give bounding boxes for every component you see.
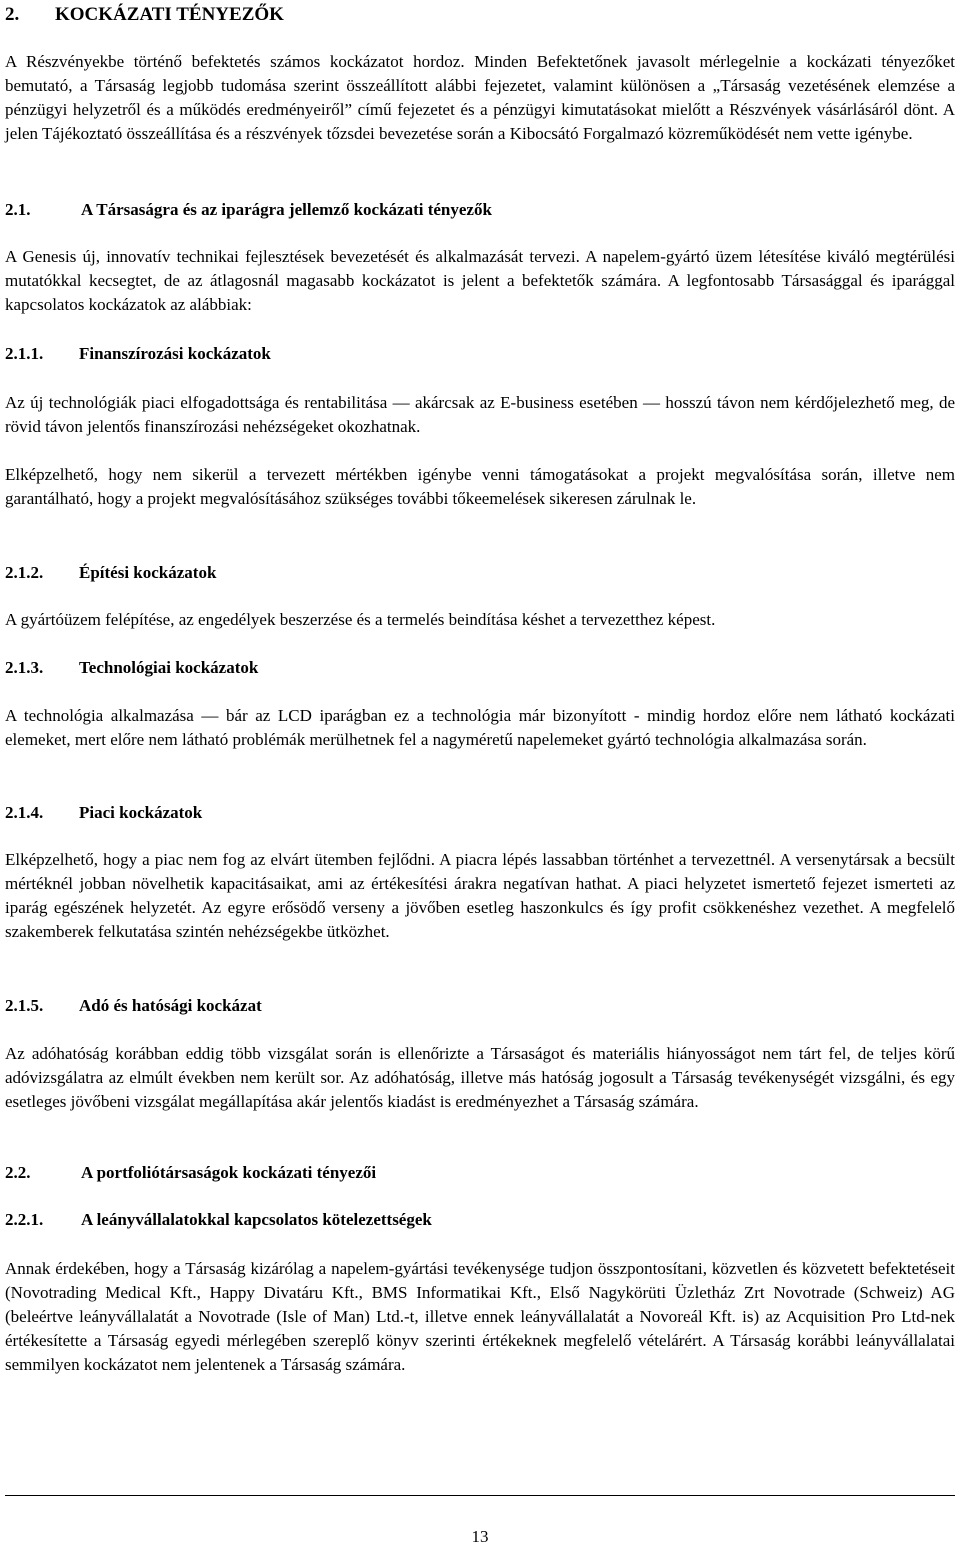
heading-title: Finanszírozási kockázatok: [79, 344, 271, 363]
heading-title: Adó és hatósági kockázat: [79, 996, 262, 1015]
paragraph-2-2-1: Annak érdekében, hogy a Társaság kizárólag a napelem-gyártási tevékenysége tudjon összpontosítani, közvetlen és közvetett befektetéseit (Novotrading Medical Kft., Happy Divatáru Kft., BMS Informatikai Kft., Első Nagykörüti Üzletház Zrt Novotrade (Schweiz) AG (beleértve leányvállalatát a Novotrade (Isle of Man) Ltd.-t, illetve ennek leányvállalatát a Novoreál Kft. is) az Acquisition Pro Ltd-nek értékesítette a Társaság egyedi mérlegében szereplő könyv szerinti értékeknek megfelelő vételárért. A Társaság korábbi leányvállalatai semmilyen kockázatot nem jelentenek a Társaság számára.: [5, 1259, 955, 1374]
heading-2-1-3: [5, 656, 258, 680]
heading-title: A portfoliótársaságok kockázati tényezői: [81, 1163, 377, 1182]
paragraph-2-1: A Genesis új, innovatív technikai fejlesztések bevezetését és alkalmazását tervezi. A napelem-gyártó üzem létesítése kiváló megtérülési mutatókkal kecsegtet, de az átlagosnál magasabb kockázatot is jelent a befektetők számára. A legfontosabb Társasággal és iparággal kapcsolatos kockázatok az alábbiak:: [5, 247, 955, 314]
page-number: 13: [471, 1527, 489, 1546]
document-page: [5, 0, 955, 1545]
heading-2-1-4: [5, 801, 202, 825]
heading-number: 2.1.1.: [5, 344, 44, 363]
heading-2-1-1: [5, 342, 271, 366]
paragraph-2-1-2: A gyártóüzem felépítése, az engedélyek beszerzése és a termelés beindítása késhet a tervezetthez képest.: [5, 610, 716, 629]
heading-number: 2.2.: [5, 1163, 31, 1182]
heading-title: KOCKÁZATI TÉNYEZŐK: [55, 4, 284, 25]
heading-number: 2.1.5.: [5, 996, 44, 1015]
heading-2-1-2: [5, 561, 216, 585]
paragraph-2-1-1-b: Elképzelhető, hogy nem sikerül a tervezett mértékben igénybe venni támogatásokat a projekt megvalósítása során, illetve nem garantálható, hogy a projekt megvalósításához szükséges további tőkeemelések sikeresen zárulnak le.: [5, 465, 955, 508]
heading-title: A leányvállalatokkal kapcsolatos kötelezettségek: [81, 1210, 432, 1229]
heading-2-1: [5, 198, 492, 222]
heading-2-2: [5, 1161, 376, 1185]
heading-title: Technológiai kockázatok: [79, 658, 259, 677]
heading-title: A Társaságra és az iparágra jellemző kockázati tényezők: [81, 200, 492, 219]
paragraph-intro: A Részvényekbe történő befektetés számos kockázatot hordoz. Minden Befektetőnek javasolt mérlegelnie a kockázati tényezőket bemutató, a Társaság legjobb tudomása szerint összeállított alábbi fejezetet, valamint különösen a „Társaság vezetésének elemzése a pénzügyi helyzetről és a működés eredményeiről” című fejezetet és a pénzügyi kimutatásokat mielőtt a Részvények vásárlásáról dönt. A jelen Tájékoztató összeállítása és a részvények tőzsdei bevezetése során a Kibocsátó Forgalmazó közreműködését nem vette igénybe.: [5, 52, 955, 143]
paragraph-2-1-1-a: Az új technológiák piaci elfogadottsága és rentabilitása — akárcsak az E-business esetében — hosszú távon nem kérdőjelezhető meg, de rövid távon jelentős finanszírozási nehézségeket okozhatnak.: [5, 393, 955, 436]
heading-2-1-5: [5, 994, 262, 1018]
heading-2-2-1: [5, 1208, 432, 1232]
heading-number: 2.1.3.: [5, 658, 44, 677]
heading-number: 2.: [5, 4, 20, 25]
heading-number: 2.2.1.: [5, 1210, 44, 1229]
paragraph-2-1-3: A technológia alkalmazása — bár az LCD iparágban ez a technológia már bizonyított - mindig hordoz előre nem látható kockázati elemeket, mert előre nem látható problémák merülhetnek fel a nagyméretű napelemeket gyártó technológia alkalmazása során.: [5, 706, 955, 749]
heading-title: Piaci kockázatok: [79, 803, 203, 822]
footnote-divider: [5, 1495, 955, 1496]
heading-number: 2.1.: [5, 200, 31, 219]
paragraph-2-1-5: Az adóhatóság korábban eddig több vizsgálat során is ellenőrizte a Társaságot és materiális hiányosságot nem tárt fel, de teljes körű adóvizsgálatra az elmúlt években nem került sor. Az adóhatóság, illetve más hatóság jogosult a Társaság tevékenységét vizsgálni, és egy esetleges jövőbeni vizsgálat megállapítása akár jelentős kiadást is eredményezhet a Társaság számára.: [5, 1044, 955, 1111]
heading-title: Építési kockázatok: [79, 563, 217, 582]
heading-number: 2.1.4.: [5, 803, 44, 822]
heading-number: 2.1.2.: [5, 563, 44, 582]
paragraph-2-1-4: Elképzelhető, hogy a piac nem fog az elvárt ütemben fejlődni. A piacra lépés lassabban történhet a tervezettnél. A versenytársak a becsült mértéknél jobban növelhetik kapacitásaikat, ami az értékesítési árakra negatívan hathat. A piaci helyzetet ismertető fejezet ismerteti az iparág egészének helyzetét. Az egyre erősödő verseny a jövőben esetleg haszonkulcs és így profit csökkenéshez vezethet. A megfelelő szakemberek felkutatása szintén nehézségekbe ütközhet.: [5, 850, 955, 941]
heading-2: [5, 3, 284, 27]
